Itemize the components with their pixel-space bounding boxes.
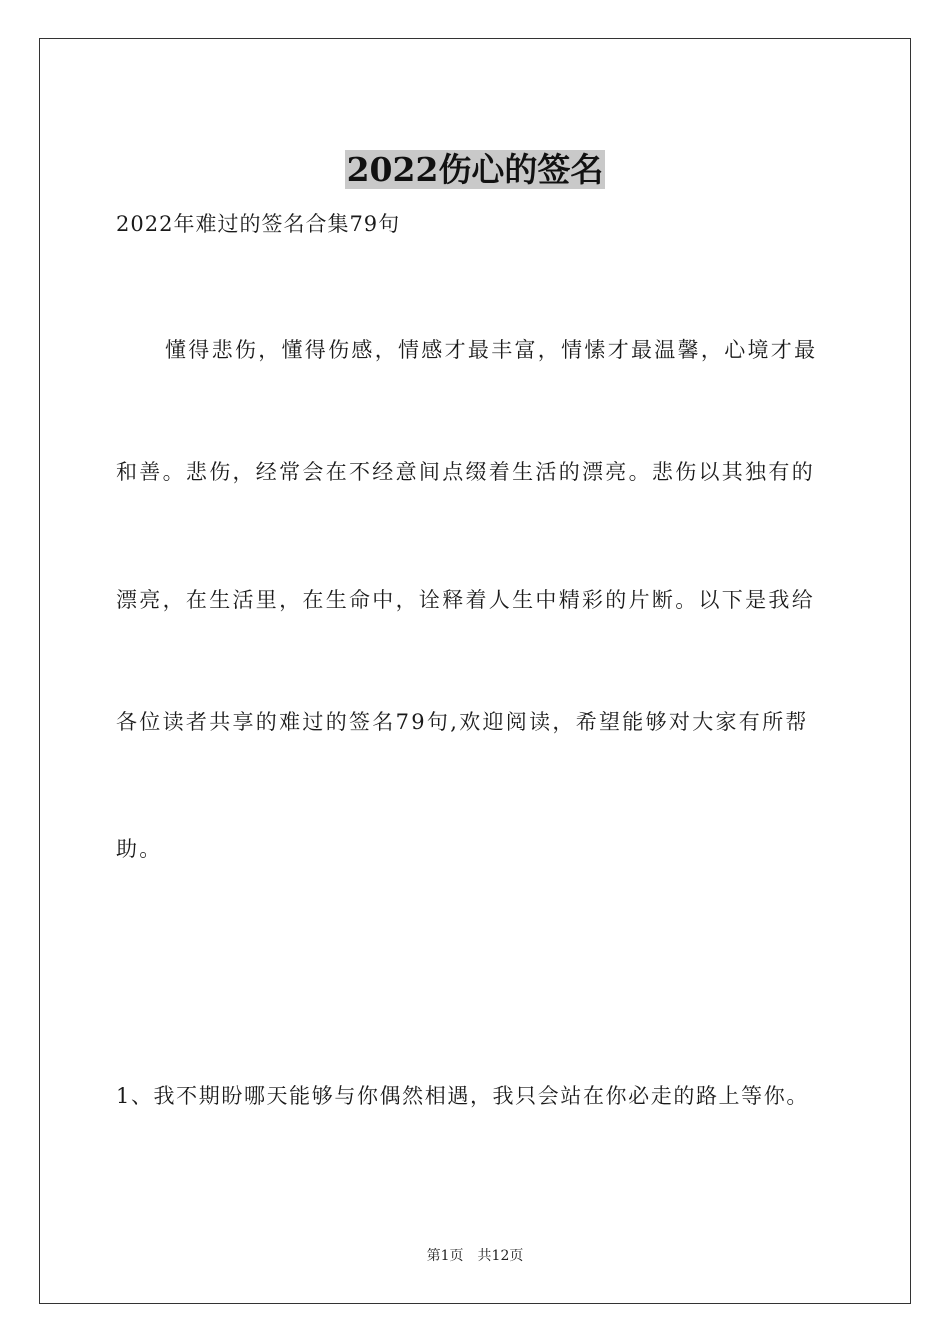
paragraph-line: 各位读者共享的难过的签名79句,欢迎阅读，希望能够对大家有所帮 [116, 710, 809, 734]
paragraph-line: 懂得悲伤，懂得伤感，情感才最丰富，情愫才最温馨，心境才最 [165, 338, 818, 362]
document-title [0, 148, 950, 192]
page-total: 共12页 [477, 1248, 524, 1264]
page-footer [0, 1246, 950, 1266]
page-number: 第1页 [426, 1248, 464, 1264]
document-subtitle: 2022年难过的签名合集79句 [116, 212, 401, 236]
list-item: 1、我不期盼哪天能够与你偶然相遇，我只会站在你必走的路上等你。 [116, 1084, 809, 1108]
paragraph-line: 助。 [116, 837, 163, 861]
paragraph-line: 漂亮，在生活里，在生命中，诠释着人生中精彩的片断。以下是我给 [116, 588, 815, 612]
title-highlight: 2022伤心的签名 [346, 150, 604, 190]
paragraph-line: 和善。悲伤，经常会在不经意间点缀着生活的漂亮。悲伤以其独有的 [116, 460, 815, 484]
